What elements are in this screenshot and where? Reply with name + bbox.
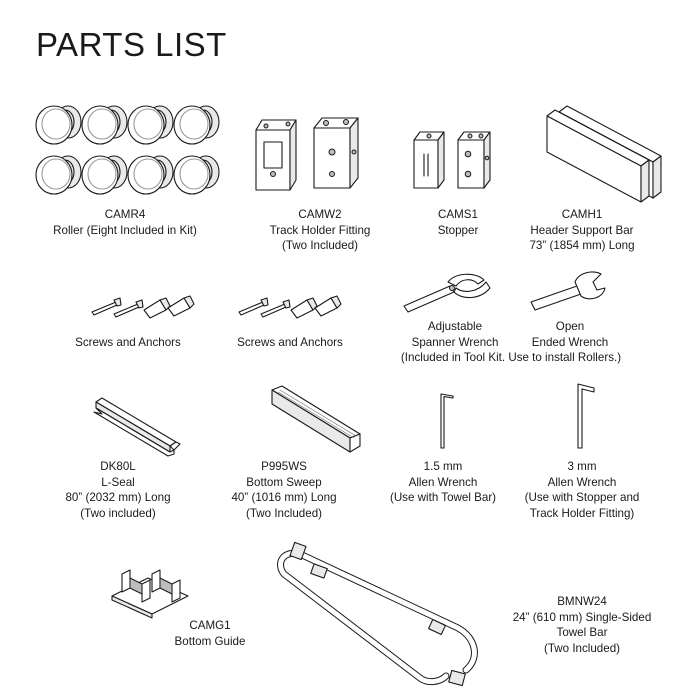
caption-camw2: CAMW2 Track Holder Fitting (Two Included) [269,208,371,252]
caption-open-wrench: Open Ended Wrench [531,320,609,349]
header-support-bar-illustration [545,106,670,206]
bottom-guide-illustration [108,568,193,618]
adjustable-spanner-wrench-illustration [400,270,495,315]
track-holder-fitting-illustration [252,112,372,197]
caption-camr4: CAMR4 Roller (Eight Included in Kit) [53,208,197,237]
page-title: PARTS LIST [36,26,227,63]
screws-and-anchors-illustration-2 [237,290,347,322]
towel-bar-illustration [270,540,500,690]
screws-and-anchors-illustration-1 [90,290,200,322]
bottom-sweep-illustration [268,384,368,454]
tool-kit-note: (Included in Tool Kit. Use to install Rollers.) [400,351,622,364]
caption-screws-2: Screws and Anchors [237,336,343,349]
caption-allen-1-5mm: 1.5 mm Allen Wrench (Use with Towel Bar) [389,460,497,504]
open-ended-wrench-illustration [527,268,607,312]
caption-cams1: CAMS1 Stopper [437,208,479,237]
allen-wrench-3mm-illustration [572,380,602,452]
allen-wrench-1-5mm-illustration [435,390,465,452]
caption-camh1: CAMH1 Header Support Bar 73” (1854 mm) Long [529,208,635,252]
caption-bmnw24: BMNW24 24” (610 mm) Single-Sided Towel Bar (Two Included) [512,595,652,655]
caption-spanner: Adjustable Spanner Wrench [411,320,499,349]
stopper-illustration [410,126,495,191]
l-seal-illustration [90,392,185,457]
caption-p995ws: P995WS Bottom Sweep 40” (1016 mm) Long (Two Included) [231,460,337,520]
caption-dk80l: DK80L L-Seal 80” (2032 mm) Long (Two included) [65,460,171,520]
caption-camg1: CAMG1 Bottom Guide [174,619,246,648]
caption-allen-3mm: 3 mm Allen Wrench (Use with Stopper and Track Holder Fitting) [524,460,640,520]
caption-screws-1: Screws and Anchors [75,336,181,349]
roller-illustration [32,94,232,209]
